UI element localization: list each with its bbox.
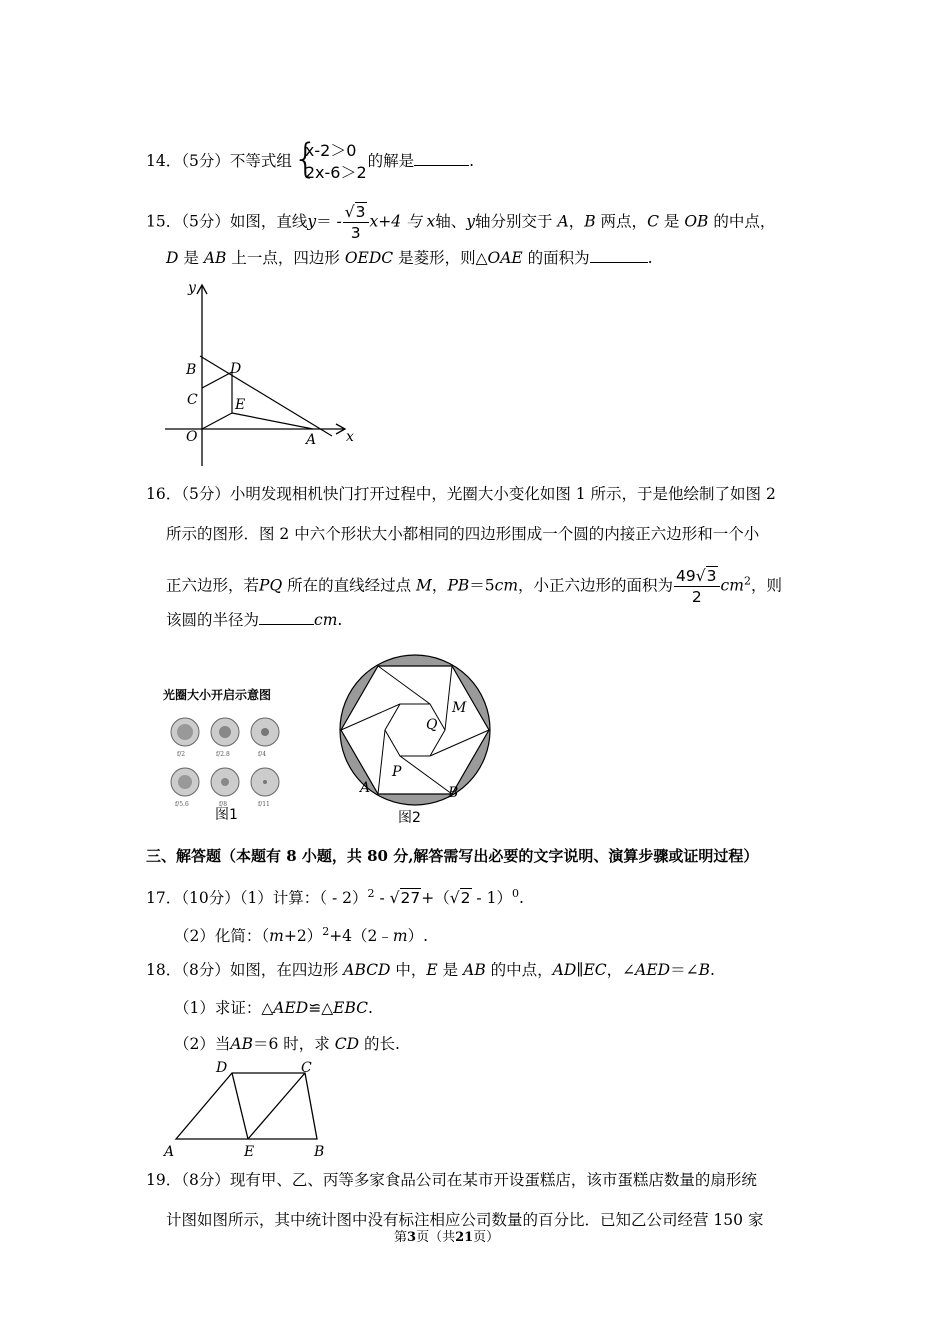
fstop-label: f/4: [258, 751, 267, 758]
segment-OE: [202, 413, 232, 429]
label-D: D: [216, 1060, 228, 1076]
label-O: O: [186, 429, 198, 445]
question-16-line2: 所示的图形．图 2 中六个形状大小都相同的四边形围成一个圆的内接正六边形和一个小: [166, 525, 760, 543]
figure-1-aperture: [163, 686, 293, 826]
aperture-icon: [171, 718, 199, 746]
question-18-line1: 18．（8分）如图，在四边形 ABCD 中，E 是 AB 的中点，AD∥EC，∠AED＝∠B.: [146, 961, 715, 979]
segment-EC: [248, 1073, 305, 1139]
figure-1-title: 光圈大小开启示意图: [163, 688, 272, 702]
label-A: A: [306, 432, 317, 448]
fraction-area: $\frac{49√3}{2}$: [674, 566, 720, 607]
label-B: B: [186, 362, 197, 378]
fstop-label: f/2: [177, 751, 186, 758]
figure-1-caption: 图1: [215, 807, 238, 823]
question-15-line2: D 是 AB 上一点，四边形 OEDC 是菱形，则△OAE 的面积为 .: [166, 249, 653, 267]
question-16-line1: 16．（5分）小明发现相机快门打开过程中，光圈大小变化如图 1 所示，于是他绘制了如图 2: [146, 485, 776, 503]
page-number: 3: [407, 1230, 417, 1245]
fstop-label: f/8: [219, 801, 228, 808]
aperture-icon: [211, 768, 239, 796]
label-B: B: [314, 1144, 325, 1160]
question-19-line2: 计图如图所示，其中统计图中没有标注相应公司数量的百分比．已知乙公司经营 150 家: [166, 1211, 764, 1229]
aperture-icon: [171, 768, 199, 796]
aperture-icon: [251, 718, 279, 746]
question-15-line1: 15．（5分）如图，直线y＝ - $\frac{√3}{3}$ x+4 与 x轴、y轴分别交于 A，B 两点，C 是 OB 的中点，: [146, 203, 776, 242]
question-14: 14．（5分）不等式组 { x-2＞0 2x-6＞2 的解是 .: [146, 136, 475, 182]
inequality-system: { x-2＞0 2x-6＞2: [292, 136, 367, 182]
question-18-line3: （2）当AB＝6 时，求 CD 的长.: [174, 1035, 400, 1053]
figure-q15-coordinate-plane: [160, 278, 360, 470]
label-D: D: [230, 361, 242, 377]
aperture-icon: [211, 718, 239, 746]
label-P: P: [392, 764, 402, 780]
question-18-line2: （1）求证：△AED≌△EBC.: [174, 999, 373, 1017]
fstop-label: f/2.8: [216, 751, 230, 758]
aperture-icon: [251, 768, 279, 796]
total-pages: 21: [455, 1230, 474, 1245]
question-19-line1: 19．（8分）现有甲、乙、丙等多家食品公司在某市开设蛋糕店，该市蛋糕店数量的扇形统: [146, 1171, 757, 1189]
fraction: $\frac{√3}{3}$: [343, 202, 369, 243]
aperture-icons: [163, 712, 293, 812]
label-E: E: [244, 1144, 255, 1160]
section-3-heading: 三、解答题（本题有 8 小题，共 80 分,解答需写出必要的文字说明、演算步骤或证明过程）: [146, 847, 759, 865]
question-16-line4: 该圆的半径为 cm.: [166, 611, 343, 629]
fstop-label: f/11: [258, 801, 270, 808]
fstop-label: f/5.6: [175, 801, 189, 808]
segment-CD: [202, 372, 232, 388]
label-x: x: [346, 429, 354, 445]
line-AB: [200, 356, 332, 436]
label-A: A: [164, 1144, 175, 1160]
figure-2-hexagon: [330, 652, 505, 832]
answer-blank: [259, 610, 314, 625]
question-16-line3: 正六边形，若PQ 所在的直线经过点 M，PB＝5cm，小正六边形的面积为 $\frac{49√3}{2}$ $cm^2$，则: [166, 567, 782, 606]
label-E: E: [235, 397, 246, 413]
figure-q18-quadrilateral: [160, 1058, 340, 1162]
label-Q: Q: [426, 717, 438, 733]
segment-EA: [232, 413, 313, 429]
label-A: A: [360, 780, 371, 796]
label-C: C: [301, 1060, 312, 1076]
figure-2-caption: 图2: [398, 810, 421, 826]
question-17-line1: 17．（10分）（1）计算：（ - 2）$^2$ - √27+（√2 - 1）$^0$.: [146, 887, 524, 908]
label-B: B: [448, 785, 459, 801]
segment-DE: [232, 1073, 248, 1139]
answer-blank: [414, 151, 469, 166]
label-y: y: [188, 280, 196, 296]
page-footer: 第3页（共21页）: [394, 1230, 500, 1245]
label-M: M: [452, 700, 467, 716]
label-C: C: [187, 392, 198, 408]
answer-blank: [590, 248, 648, 263]
question-17-line2: （2）化简：$(m+2)^2+4(2﹣m)$.: [174, 925, 429, 946]
